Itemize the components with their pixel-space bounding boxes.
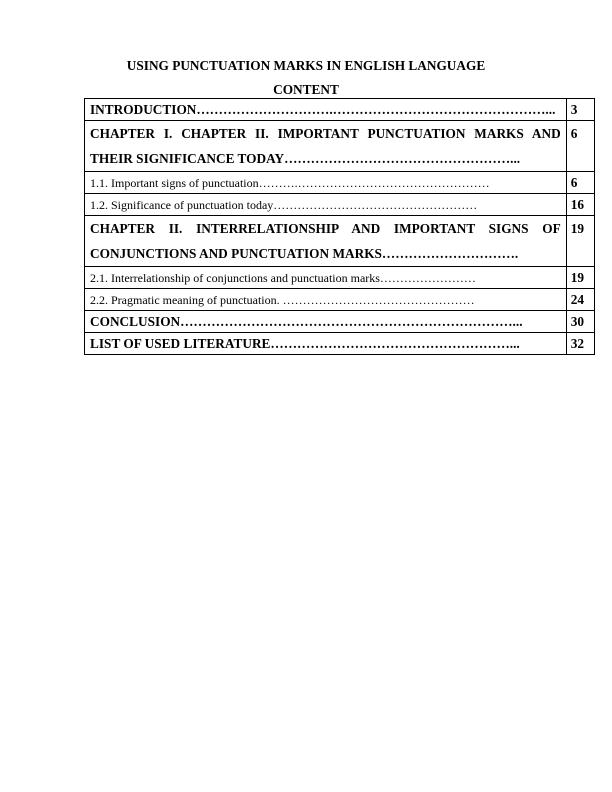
toc-page-number: 19	[566, 216, 594, 267]
toc-entry-text: LIST OF USED LITERATURE………………………………………………...	[85, 333, 567, 355]
toc-row-section-1-2	[85, 194, 595, 216]
toc-entry-text: 1.1. Important signs of punctuation……….…………………………………………	[85, 172, 567, 194]
toc-entry-text: 2.1. Interrelationship of conjunctions and punctuation marks……………………	[85, 267, 567, 289]
toc-entry-text: CHAPTER I. CHAPTER II. IMPORTANT PUNCTUATION MARKS AND THEIR SIGNIFICANCE TODAY……………………………………………...	[85, 121, 567, 172]
toc-page-number: 32	[566, 333, 594, 355]
toc-page-number: 19	[566, 267, 594, 289]
toc-page-number: 30	[566, 311, 594, 333]
table-of-contents	[84, 98, 595, 355]
contents-heading: CONTENT	[273, 82, 339, 97]
toc-row-section-2-1	[85, 267, 595, 289]
toc-page-number: 24	[566, 289, 594, 311]
toc-entry-text: 2.2. Pragmatic meaning of punctuation. …………………………………………	[85, 289, 567, 311]
toc-entry-text: CHAPTER II. INTERRELATIONSHIP AND IMPORTANT SIGNS OF CONJUNCTIONS AND PUNCTUATION MARKS………………………….	[85, 216, 567, 267]
toc-row-introduction	[85, 99, 595, 121]
toc-row-chapter-1	[85, 121, 595, 172]
toc-row-literature	[85, 333, 595, 355]
toc-entry-text: CONCLUSION…………………………………………………………………...	[85, 311, 567, 333]
toc-row-section-2-2	[85, 289, 595, 311]
toc-page-number: 16	[566, 194, 594, 216]
toc-row-section-1-1	[85, 172, 595, 194]
toc-row-chapter-2	[85, 216, 595, 267]
toc-page-number: 6	[566, 121, 594, 172]
toc-entry-text: INTRODUCTION………………………….…………………………………………...	[85, 99, 567, 121]
toc-row-conclusion	[85, 311, 595, 333]
document-title: USING PUNCTUATION MARKS IN ENGLISH LANGUAGE	[126, 58, 486, 73]
toc-page-number: 3	[566, 99, 594, 121]
toc-page-number: 6	[566, 172, 594, 194]
toc-entry-text: 1.2. Significance of punctuation today……………………………………………	[85, 194, 567, 216]
